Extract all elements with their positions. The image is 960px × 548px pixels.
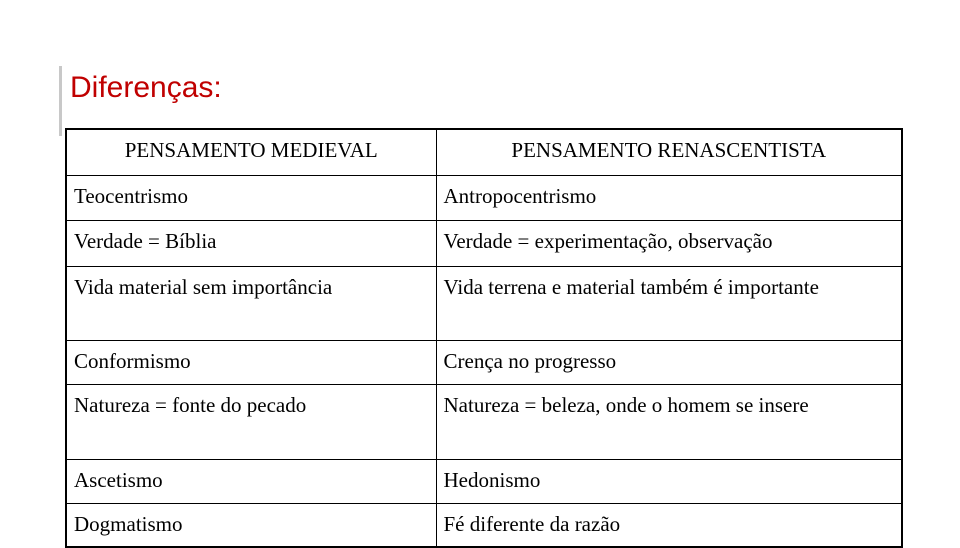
table-row: [66, 341, 902, 385]
cell-renascentista: Hedonismo: [436, 460, 902, 504]
cell-renascentista: Crença no progresso: [436, 341, 902, 385]
cell-renascentista: Verdade = experimentação, observação: [436, 221, 902, 267]
table-header-row: [66, 129, 902, 176]
title-accent-bar: [59, 66, 62, 136]
cell-medieval: Natureza = fonte do pecado: [66, 385, 436, 460]
table-row: [66, 504, 902, 548]
cell-medieval: Dogmatismo: [66, 504, 436, 548]
cell-medieval: Conformismo: [66, 341, 436, 385]
slide-title: Diferenças:: [70, 71, 222, 104]
cell-medieval: Teocentrismo: [66, 176, 436, 221]
table-row: [66, 460, 902, 504]
cell-renascentista: Antropocentrismo: [436, 176, 902, 221]
table-row: [66, 385, 902, 460]
header-renascentista: PENSAMENTO RENASCENTISTA: [436, 129, 902, 176]
table-row: [66, 221, 902, 267]
table-row: [66, 176, 902, 221]
cell-renascentista: Vida terrena e material também é importante: [436, 267, 902, 341]
cell-medieval: Vida material sem importância: [66, 267, 436, 341]
cell-medieval: Verdade = Bíblia: [66, 221, 436, 267]
table-row: [66, 267, 902, 341]
comparison-table: [65, 128, 903, 548]
header-medieval: PENSAMENTO MEDIEVAL: [66, 129, 436, 176]
cell-renascentista: Fé diferente da razão: [436, 504, 902, 548]
cell-renascentista: Natureza = beleza, onde o homem se insere: [436, 385, 902, 460]
cell-medieval: Ascetismo: [66, 460, 436, 504]
